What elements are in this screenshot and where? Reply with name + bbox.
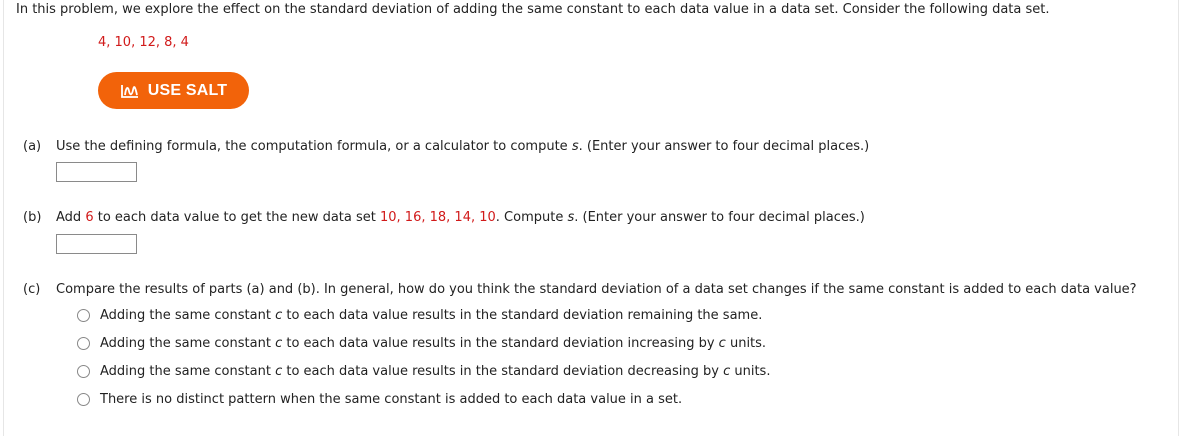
option-no-pattern[interactable] — [77, 392, 682, 407]
part-c-label: (c) — [23, 282, 41, 297]
option-decrease[interactable] — [77, 364, 770, 379]
option-remain-same[interactable] — [77, 308, 762, 323]
option-label: Adding the same constant c to each data value results in the standard deviation increasing by c units. — [100, 336, 767, 351]
radio-button[interactable] — [77, 365, 90, 378]
variable-s: s — [567, 210, 575, 225]
part-b-answer-input[interactable] — [56, 234, 137, 254]
option-label: There is no distinct pattern when the same constant is added to each data value in a set. — [100, 392, 683, 407]
part-a-label: (a) — [23, 139, 42, 154]
radio-button[interactable] — [77, 309, 90, 322]
part-a-answer-input[interactable] — [56, 162, 137, 182]
part-a-prompt: Use the defining formula, the computation formula, or a calculator to compute s. (Enter your answer to four decimal places.) — [56, 139, 870, 154]
option-label: Adding the same constant c to each data value results in the standard deviation remaining the same. — [100, 308, 763, 323]
part-c-question: Compare the results of parts (a) and (b). In general, how do you think the standard deviation of a data set changes if the same constant is added to each data value? — [56, 282, 1137, 297]
new-data-set: 10, 16, 18, 14, 10 — [380, 210, 496, 225]
variable-s: s — [571, 139, 579, 154]
use-salt-button[interactable] — [98, 72, 249, 109]
data-set: 4, 10, 12, 8, 4 — [98, 35, 189, 50]
use-salt-label: USE SALT — [147, 81, 228, 99]
intro-text: In this problem, we explore the effect on the standard deviation of adding the same constant to each data value in a data set. Consider the following data set. — [16, 2, 1050, 17]
added-constant: 6 — [85, 210, 94, 225]
radio-button[interactable] — [77, 393, 90, 406]
part-b-prompt: Add 6 to each data value to get the new data set 10, 16, 18, 14, 10. Compute s. (Enter your answer to four decimal places.) — [56, 210, 865, 225]
option-label: Adding the same constant c to each data value results in the standard deviation decreasing by c units. — [100, 364, 771, 379]
part-b-label: (b) — [23, 210, 42, 225]
radio-button[interactable] — [77, 337, 90, 350]
salt-chart-icon — [120, 83, 140, 99]
option-increase[interactable] — [77, 336, 766, 351]
